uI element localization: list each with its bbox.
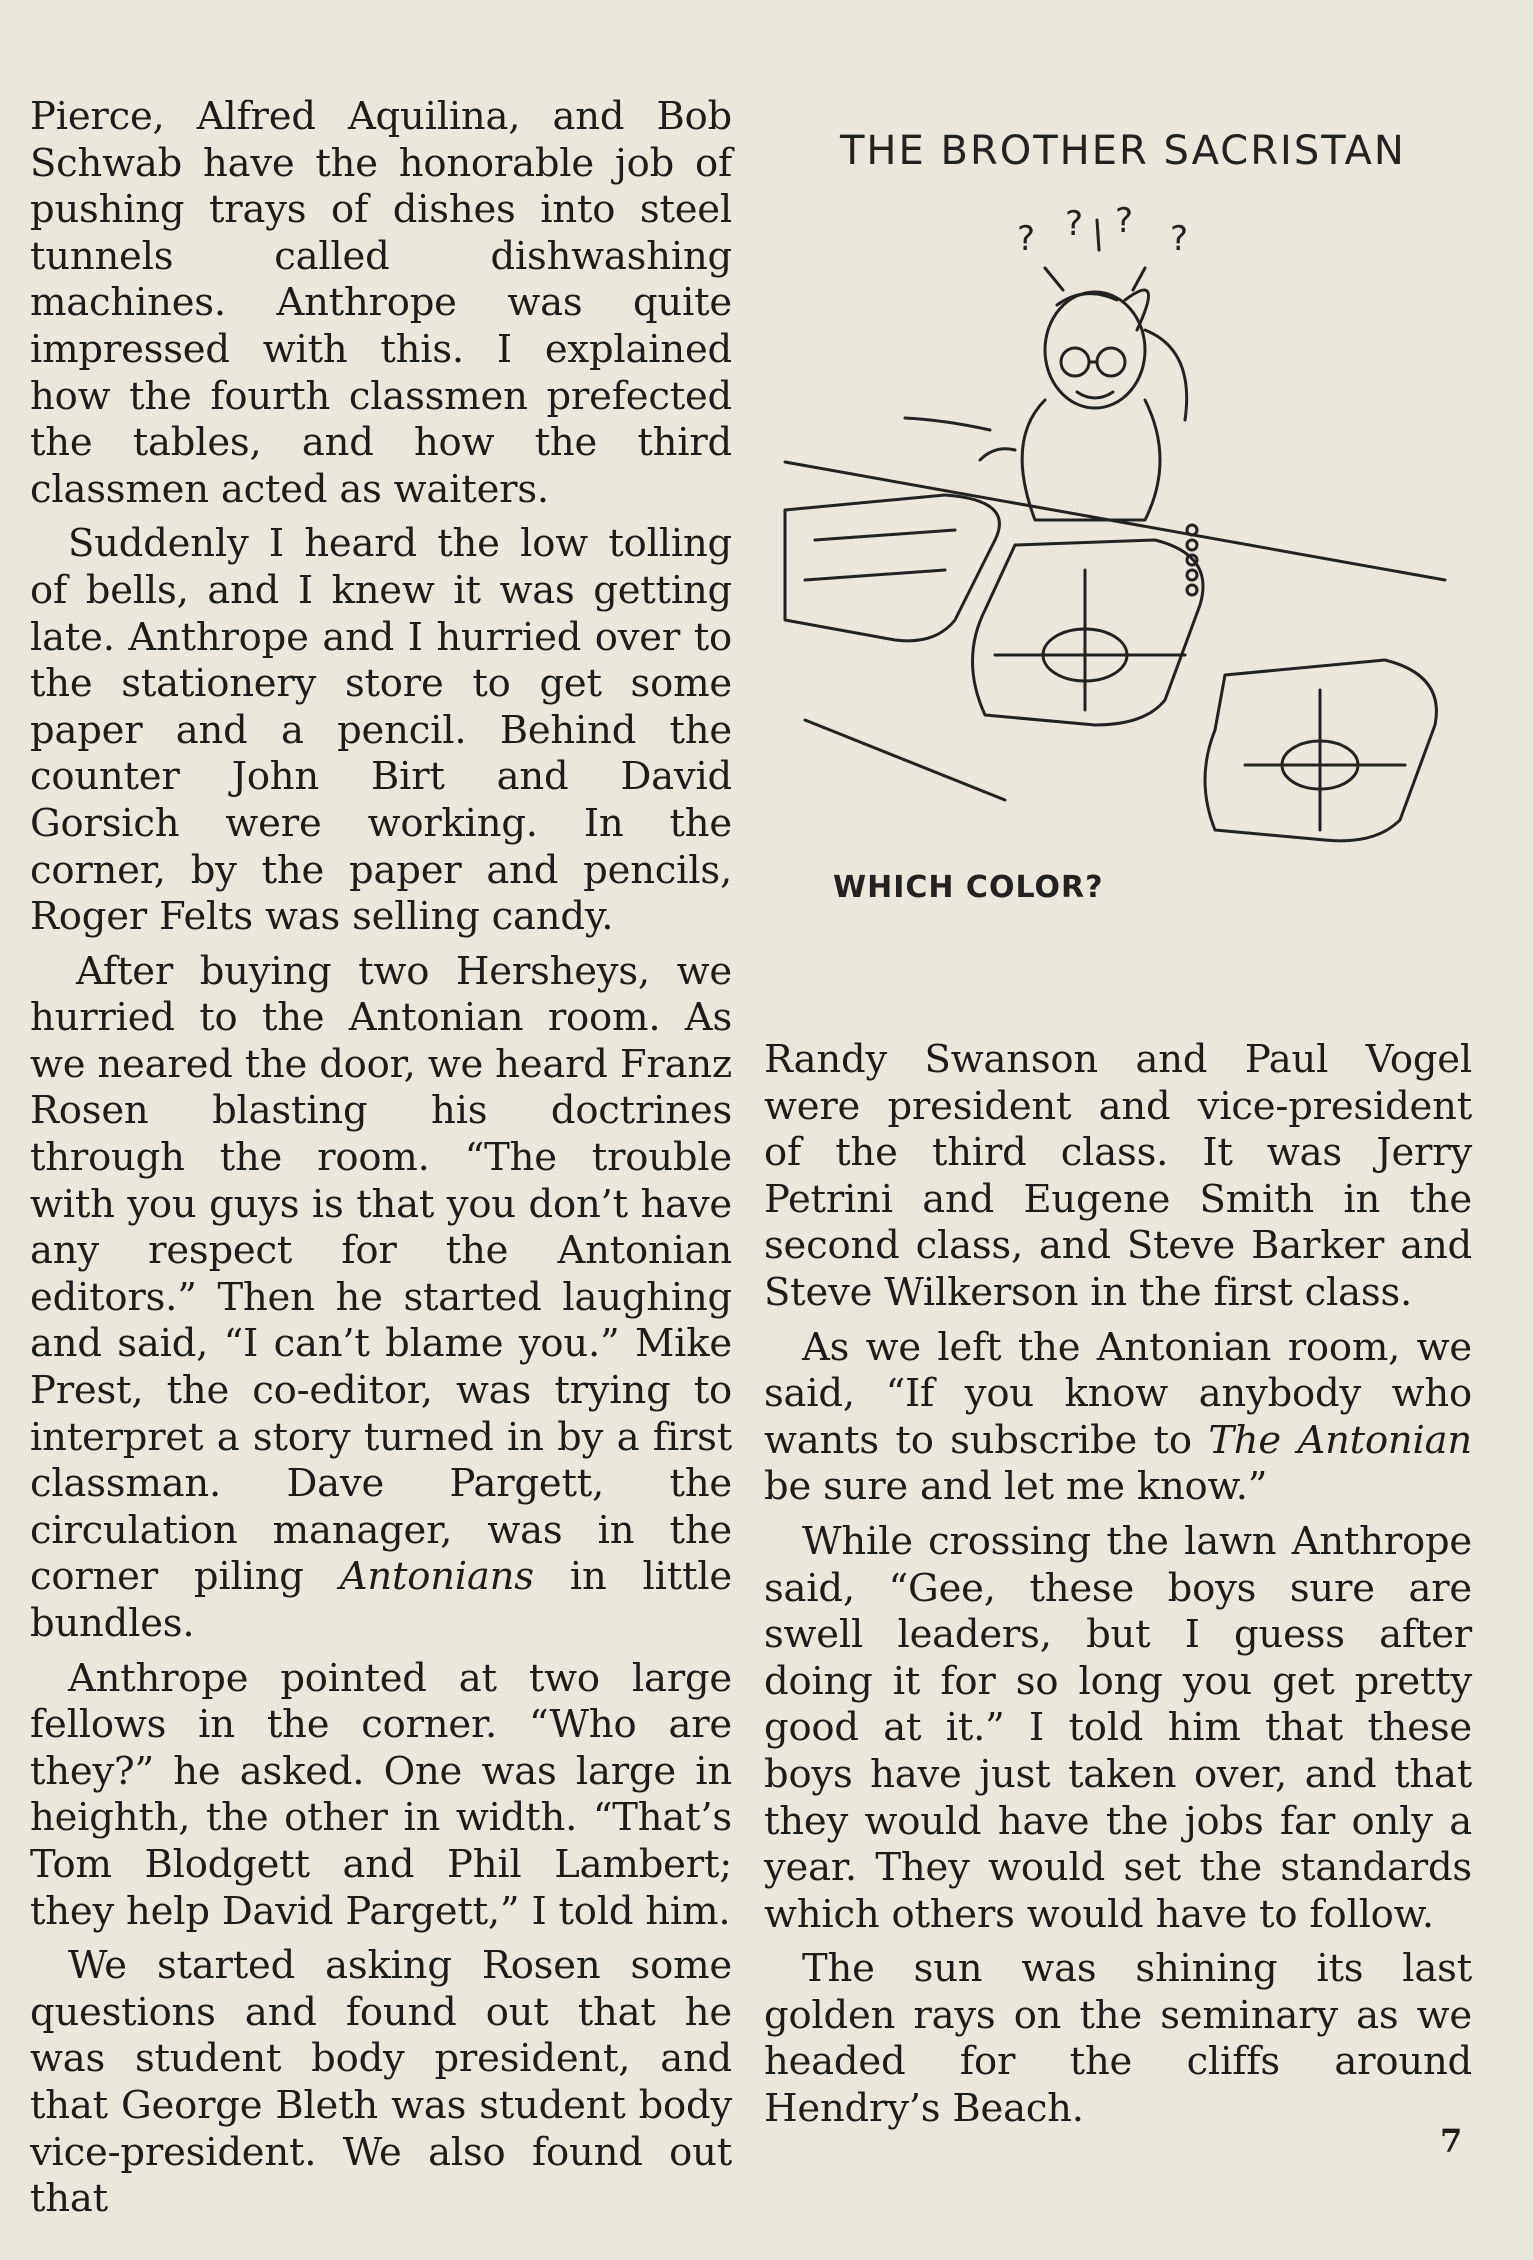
cartoon-illustration xyxy=(745,100,1505,940)
left-paragraph-3-end: in little bundles. xyxy=(30,1554,732,1646)
hand-with-cloths xyxy=(980,449,1015,460)
sacristan-drawing xyxy=(745,100,1505,940)
question-mark: ? xyxy=(1065,204,1084,244)
glasses-lens xyxy=(1061,348,1089,376)
right-paragraph-2 xyxy=(764,1325,1472,1511)
right-column xyxy=(764,1037,1472,2133)
antonians-italic: Antonians xyxy=(339,1554,534,1600)
worry-line xyxy=(1097,220,1099,250)
right-paragraph-4: The sun was shining its last golden rays on the seminary as we headed for the cliffs around Hendry’s Beach. xyxy=(764,1946,1472,2132)
vestment-stripe xyxy=(805,570,945,580)
right-paragraph-2-end: be sure and let me know.” xyxy=(764,1464,1268,1510)
vestment-1 xyxy=(785,495,999,641)
vestment-stripe xyxy=(815,530,955,540)
mouth xyxy=(1077,392,1113,398)
glasses-lens xyxy=(1097,348,1125,376)
vestment-2 xyxy=(973,540,1204,725)
pointing-arm xyxy=(905,418,990,430)
left-paragraph-1: Pierce, Alfred Aquilina, and Bob Schwab have the honorable job of pushing trays of dishes into steel tunnels called dishwashing machines. Anthrope was quite impressed with this. I explained how the fourth classmen prefected the tables, and how the third classmen acted as waiters. xyxy=(30,94,732,512)
cartoon-title: THE BROTHER SACRISTAN xyxy=(840,128,1406,174)
right-paragraph-3: While crossing the lawn Anthrope said, “Gee, these boys sure are swell leaders, but I guess after doing it for so long you get pretty good at it.” I told him that these boys have just taken over, and that they would have the jobs far only a year. They would set the standards which others would have to follow. xyxy=(764,1518,1472,1937)
cartoon-caption: WHICH COLOR? xyxy=(833,870,1104,905)
table-edge xyxy=(805,720,1005,800)
worry-line xyxy=(1045,268,1063,290)
right-paragraph-2-text: As we left the Antonian room, we said, “If you know anybody who wants to subscribe to xyxy=(764,1324,1472,1463)
rosary-bead xyxy=(1187,570,1197,580)
monk-robe xyxy=(1022,400,1160,520)
right-paragraph-1: Randy Swanson and Paul Vogel were president and vice-president of the third class. It was Jerry Petrini and Eugene Smith in the second class, and Steve Barker and Steve Wilkerson in the first class. xyxy=(764,1037,1472,1315)
question-mark: ? xyxy=(1170,219,1189,259)
left-paragraph-4: Anthrope pointed at two large fellows in the corner. “Who are they?” he asked. One was large in heighth, the other in width. “That’s Tom Blodgett and Phil Lambert; they help David Pargett,” I told him. xyxy=(30,1655,732,1934)
left-column xyxy=(30,94,732,2223)
worry-line xyxy=(1133,268,1145,290)
rosary-bead xyxy=(1187,540,1197,550)
the-antonian-italic: The Antonian xyxy=(1208,1417,1472,1463)
page-number: 7 xyxy=(1440,2122,1463,2160)
left-paragraph-5: We started asking Rosen some questions and found out that he was student body president, and that George Bleth was student body vice-president. We also found out that xyxy=(30,1943,732,2222)
monk-head xyxy=(1045,292,1145,408)
arm-scratching-head xyxy=(1125,290,1149,330)
left-paragraph-2: Suddenly I heard the low tolling of bells, and I knew it was getting late. Anthrope and I hurried over to the stationery store to get some paper and a pencil. Behind the counter John Birt and David Gorsich were working. In the corner, by the paper and pencils, Roger Felts was selling candy. xyxy=(30,521,732,940)
rosary-bead xyxy=(1187,585,1197,595)
raised-arm xyxy=(1145,330,1187,420)
left-paragraph-3 xyxy=(30,949,732,1648)
left-paragraph-3-text: After buying two Hersheys, we hurried to the Antonian room. As we neared the door, we heard Franz Rosen blasting his doctrines through the room. “The trouble with you guys is that you don’t have any respect for the Antonian editors.” Then he started laughing and said, “I can’t blame you.” Mike Prest, the co-editor, was trying to interpret a story turned in by a first classman. Dave Pargett, the circulation manager, was in the corner piling xyxy=(30,948,732,1600)
table-edge xyxy=(785,462,1445,580)
question-mark: ? xyxy=(1115,201,1134,241)
question-mark: ? xyxy=(1017,219,1036,259)
